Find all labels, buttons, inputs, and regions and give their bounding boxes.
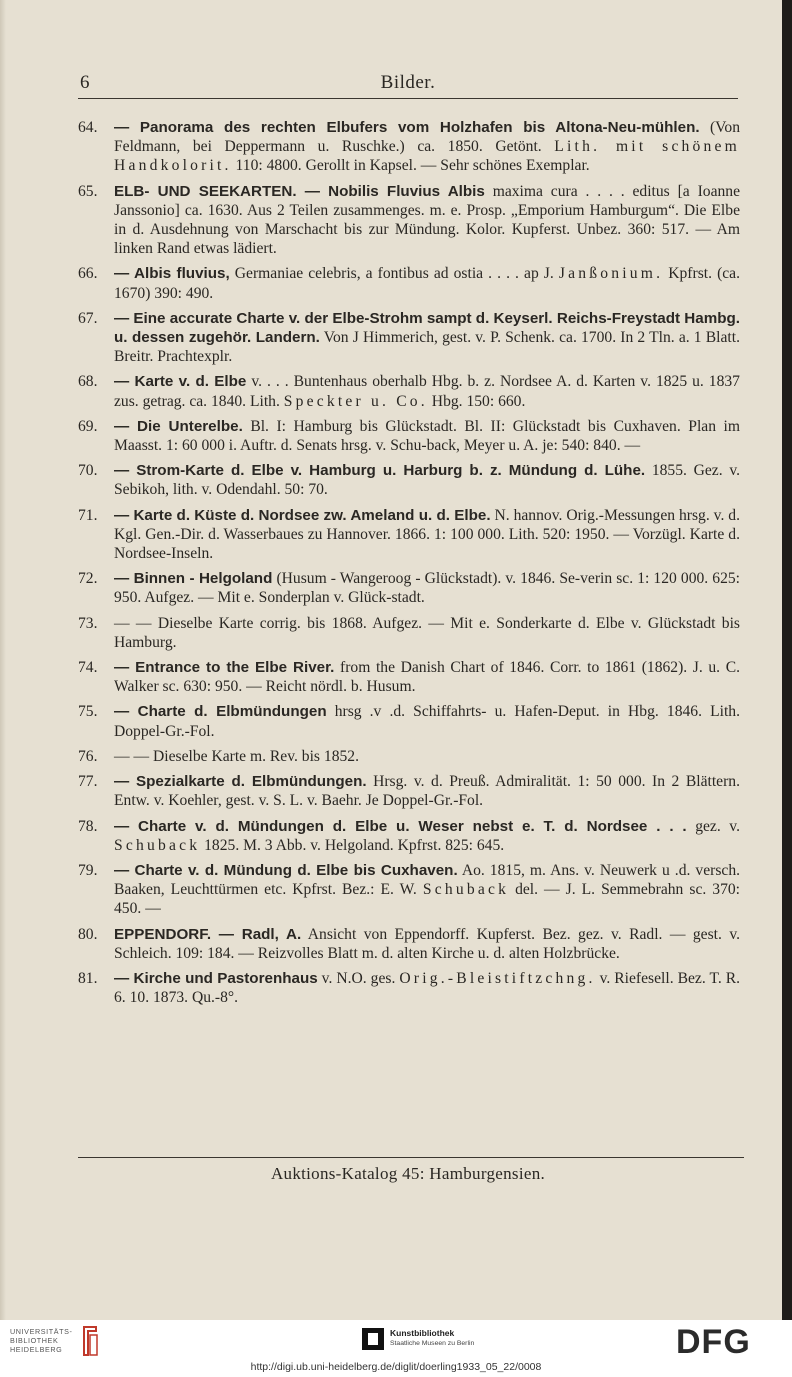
entry-number: 71.: [78, 506, 98, 524]
catalog-entry: [78, 182, 740, 259]
entry-number: 65.: [78, 182, 98, 200]
entry-number: 74.: [78, 659, 98, 677]
entry-text-end: del. — J. L. Semmebrahn sc. 370: 450. —: [114, 881, 740, 918]
university-library-logo[interactable]: [10, 1324, 102, 1360]
entry-number: 73.: [78, 614, 98, 632]
entry-text: (Von Feldmann, bei Deppermann u. Ruschke.) ca. 1850. Getönt.: [114, 119, 741, 156]
entry-text: N. hannov. Orig.-Messungen hrsg. v. d. Kgl. Gen.-Dir. d. Wasserbaues zu Hannover. 1866. 1: 100 000. Lith. 520: 1950. — Vorzügl. Karte d. Nordsee-Inseln.: [114, 506, 740, 563]
entry-number: 67.: [78, 309, 98, 327]
entry-text-end: 1825. M. 3 Abb. v. Helgoland. Kpfrst. 825: 645.: [200, 836, 505, 854]
entry-title: — Entrance to the Elbe River.: [114, 659, 335, 677]
page-number: 6: [80, 72, 90, 93]
entry-title: — Karte d. Küste d. Nordsee zw. Ameland u. d. Elbe.: [114, 506, 491, 524]
catalog-entry: [78, 969, 740, 1007]
kunstbibliothek-mark-icon: [362, 1328, 384, 1350]
entry-spaced-text: Speckter u. Co.: [283, 392, 428, 410]
entry-number: 79.: [78, 861, 98, 879]
catalog-entry: [78, 925, 740, 963]
catalog-entry: [78, 372, 740, 410]
entry-spaced-text: Janßonium.: [558, 265, 664, 283]
entry-title: — Spezialkarte d. Elbmündungen.: [114, 773, 367, 791]
catalog-entries: [78, 118, 740, 1013]
entry-text-end: Kpfrst. (ca. 1670) 390: 490.: [114, 265, 740, 302]
page-url[interactable]: http://digi.ub.uni-heidelberg.de/diglit/doerling1933_05_22/0008: [250, 1361, 542, 1373]
entry-number: 66.: [78, 265, 98, 283]
entry-title: — Karte v. d. Elbe: [114, 373, 247, 391]
entry-title: — Charte d. Elbmündungen: [114, 703, 327, 721]
entry-spaced-text: Lith. mit schönem Handkolorit.: [114, 138, 741, 175]
university-library-name: [10, 1327, 73, 1354]
entry-title: — Charte v. d. Mündungen d. Elbe u. Weser nebst e. T. d. Nordsee . . .: [114, 817, 687, 835]
entry-title: — Panorama des rechten Elbufers vom Holzhafen bis Altona-Neu-mühlen.: [114, 119, 700, 136]
entry-text: Germaniae celebris, a fontibus ad ostia . . . . ap J.: [229, 265, 559, 283]
entry-text: v. N.O. ges.: [317, 969, 400, 987]
catalog-entry: [78, 569, 740, 607]
uni-line-3: HEIDELBERG: [10, 1345, 63, 1354]
entry-number: 77.: [78, 773, 98, 791]
entry-spaced-text: Orig.-Bleistiftzchng.: [399, 969, 596, 987]
catalog-entry: [78, 461, 740, 499]
entry-title: — Die Unterelbe.: [114, 417, 243, 435]
entry-title: — Charte v. d. Mündung d. Elbe bis Cuxhaven.: [114, 861, 458, 879]
entry-number: 75.: [78, 703, 98, 721]
entry-spaced-text: Schuback: [422, 881, 510, 899]
entry-number: 72.: [78, 570, 98, 588]
catalog-entry: [78, 861, 740, 919]
entry-title: — Albis fluvius,: [114, 265, 230, 283]
running-title: Bilder.: [380, 72, 436, 93]
footer-rule: [78, 1157, 744, 1158]
entry-text: hrsg .v .d. Schiffahrts- u. Hafen-Deput. in Hbg. 1846. Lith. Doppel-Gr.-Fol.: [114, 703, 740, 740]
catalog-footer-title: Auktions-Katalog 45: Hamburgensien.: [270, 1164, 546, 1183]
catalog-entry: [78, 747, 740, 766]
catalog-entry: [78, 417, 740, 455]
kunstbibliothek-name: Kunstbibliothek: [390, 1328, 455, 1338]
entry-spaced-text: Schuback: [114, 836, 201, 854]
uni-line-1: UNIVERSITÄTS-: [10, 1327, 73, 1336]
entry-title: ELB- UND SEEKARTEN. — Nobilis Fluvius Albis: [114, 182, 485, 200]
kunstbibliothek-logo[interactable]: [362, 1326, 492, 1358]
entry-number: 76.: [78, 747, 98, 765]
entry-title: — Eine accurate Charte v. der Elbe-Strohm sampt d. Keyserl. Reichs-Freystadt Hambg. u. dessen zugehör. Landern.: [114, 309, 740, 347]
entry-text: Ansicht von Eppendorff. Kupferst. Bez. gez. v. Radl. — gest. v. Schleich. 109: 184. — Reizvolles Blatt m. d. alten Kirche u. d. alten Holzbrücke.: [114, 925, 741, 962]
entry-title: EPPENDORF. — Radl, A.: [114, 925, 302, 943]
entry-text: — — Dieselbe Karte m. Rev. bis 1852.: [114, 747, 359, 765]
entry-text: gez. v.: [686, 817, 740, 835]
catalog-entry: [78, 817, 740, 855]
entry-text: Hrsg. v. d. Preuß. Admiralität. 1: 50 000. In 2 Blättern. Entw. v. Koehler, gest. v. S. L. v. Baehr. Je Doppel-Gr.-Fol.: [114, 773, 740, 810]
entry-text: Ao. 1815, m. Ans. v. Neuwerk u .d. versch. Baaken, Leuchttürmen etc. Kpfrst. Bez.: E. W.: [114, 861, 741, 899]
entry-title: — Strom-Karte d. Elbe v. Hamburg u. Harburg b. z. Mündung d. Lühe.: [114, 462, 646, 480]
entry-text: from the Danish Chart of 1846. Corr. to 1861 (1862). J. u. C. Walker sc. 630: 950. — Reicht nördl. b. Husum.: [114, 659, 740, 696]
catalog-entry: [78, 702, 740, 740]
logo-bar: [0, 1320, 792, 1362]
catalog-entry: [78, 264, 740, 302]
entry-text: — — Dieselbe Karte corrig. bis 1868. Aufgez. — Mit e. Sonderkarte d. Elbe v. Glückstadt bis Hamburg.: [114, 614, 740, 651]
entry-number: 68.: [78, 373, 98, 391]
entry-text: v. . . . Buntenhaus oberhalb Hbg. b. z. Nordsee A. d. Karten v. 1825 u. 1837 zus. getrag. ca. 1840. Lith.: [114, 373, 740, 410]
uni-line-2: BIBLIOTHEK: [10, 1336, 59, 1345]
library-emblem-icon: [80, 1325, 100, 1357]
entry-text: Bl. I: Hamburg bis Glückstadt. Bl. II: Glückstadt bis Cuxhaven. Plan im Maasst. 1: 60 000 i. Auftr. d. Senats hrsg. v. Schu-back, Meyer u. A. je: 540: 840. —: [114, 417, 740, 455]
kunstbibliothek-subtitle: Staatliche Museen zu Berlin: [390, 1340, 475, 1347]
entry-number: 64.: [78, 119, 98, 136]
entry-number: 81.: [78, 969, 98, 987]
entry-text-end: v. Riefesell. Bez. T. R. 6. 10. 1873. Qu.-8°.: [114, 969, 741, 1007]
catalog-entry: [78, 118, 740, 176]
catalog-entry: [78, 309, 740, 367]
entry-text-end: 110: 4800. Gerollt in Kapsel. — Sehr schönes Exemplar.: [231, 157, 590, 175]
entry-number: 78.: [78, 817, 98, 835]
entry-text: Von J Himmerich, gest. v. P. Schenk. ca. 1700. In 2 Tln. a. 1 Blatt. Breitr. Prachtexplr.: [114, 329, 740, 366]
catalog-entry: [78, 772, 740, 810]
entry-number: 70.: [78, 462, 98, 480]
entry-title: — Binnen - Helgoland: [114, 570, 273, 588]
entry-text-end: Hbg. 150: 660.: [427, 392, 526, 410]
entry-number: 69.: [78, 417, 98, 435]
entry-text: (Husum - Wangeroog - Glückstadt). v. 1846. Se-verin sc. 1: 120 000. 625: 950. Aufgez. — Mit e. Sonderplan v. Glück-stadt.: [114, 570, 741, 607]
catalog-entry: [78, 614, 740, 652]
entry-text: 1855. Gez. v. Sebikoh, lith. v. Odendahl. 50: 70.: [114, 462, 741, 499]
catalog-entry: [78, 658, 740, 696]
entry-title: — Kirche und Pastorenhaus: [114, 969, 318, 987]
page-header: [78, 72, 738, 99]
dfg-logo[interactable]: DFG: [676, 1323, 751, 1361]
catalog-entry: [78, 506, 740, 564]
entry-number: 80.: [78, 925, 98, 943]
entry-text: maxima cura . . . . editus [a Ioanne Janssonio] ca. 1630. Aus 2 Teilen zusammenges. m. e. Prosp. „Emporium Hamburgum“. Die Elbe in d. Ausdehnung von Marschacht bis zur Mündung. Kolor. Kupferst. Unbez. 360: 517. — Am linken Rand etwas lädiert.: [114, 182, 740, 258]
